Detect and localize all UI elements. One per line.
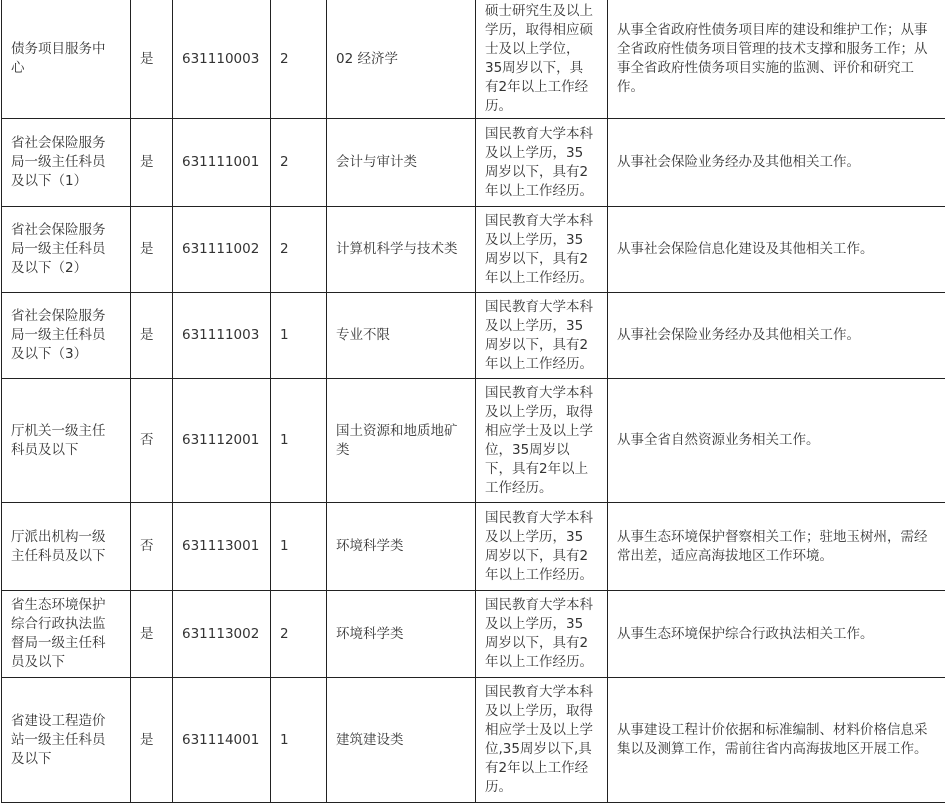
cell-code: 631114001	[173, 678, 271, 803]
cell-education: 国民教育大学本科 及以上学历，35 周岁以下，具有2 年以上工作经历。	[476, 119, 608, 207]
cell-duty: 从事社会保险业务经办及其他相关工作。	[608, 119, 945, 207]
cell-exam: 否	[131, 503, 173, 591]
table-row	[2, 119, 945, 207]
cell-exam: 是	[131, 0, 173, 119]
cell-count: 1	[271, 678, 327, 803]
cell-duty: 从事建设工程计价依据和标准编制、材料价格信息采 集以及测算工作，需前往省内高海拔地区开展工作。	[608, 678, 945, 803]
table-row	[2, 207, 945, 293]
cell-duty: 从事社会保险信息化建设及其他相关工作。	[608, 207, 945, 293]
cell-count: 1	[271, 503, 327, 591]
cell-position: 厅机关一级主任 科员及以下	[2, 379, 131, 503]
cell-code: 631111003	[173, 293, 271, 379]
cell-exam: 是	[131, 591, 173, 678]
cell-education: 国民教育大学本科 及以上学历，取得 相应学士及以上学 位,35周岁以下,具 有2年以上工作经 历。	[476, 678, 608, 803]
cell-count: 2	[271, 0, 327, 119]
cell-duty: 从事社会保险业务经办及其他相关工作。	[608, 293, 945, 379]
cell-exam: 是	[131, 119, 173, 207]
cell-count: 2	[271, 119, 327, 207]
cell-major: 专业不限	[327, 293, 476, 379]
cell-exam: 是	[131, 293, 173, 379]
cell-major: 计算机科学与技术类	[327, 207, 476, 293]
cell-position: 债务项目服务中 心	[2, 0, 131, 119]
table-row	[2, 503, 945, 591]
cell-code: 631111001	[173, 119, 271, 207]
cell-position: 厅派出机构一级 主任科员及以下	[2, 503, 131, 591]
cell-education: 国民教育大学本科 及以上学历，取得 相应学士及以上学 位，35周岁以 下，具有2年以上 工作经历。	[476, 379, 608, 503]
cell-duty: 从事全省政府性债务项目库的建设和维护工作；从事 全省政府性债务项目管理的技术支撑和服务工作；从 事全省政府性债务项目实施的监测、评价和研究工 作。	[608, 0, 945, 119]
cell-position: 省生态环境保护 综合行政执法监 督局一级主任科 员及以下	[2, 591, 131, 678]
cell-count: 2	[271, 591, 327, 678]
cell-major: 会计与审计类	[327, 119, 476, 207]
cell-education: 国民教育大学本科 及以上学历，35 周岁以下，具有2 年以上工作经历。	[476, 293, 608, 379]
cell-position: 省建设工程造价 站一级主任科员 及以下	[2, 678, 131, 803]
cell-code: 631110003	[173, 0, 271, 119]
cell-major: 环境科学类	[327, 503, 476, 591]
cell-code: 631111002	[173, 207, 271, 293]
cell-major: 02 经济学	[327, 0, 476, 119]
cell-duty: 从事生态环境保护综合行政执法相关工作。	[608, 591, 945, 678]
cell-education: 国民教育大学本科 及以上学历，35 周岁以下，具有2 年以上工作经历。	[476, 503, 608, 591]
recruitment-table	[1, 0, 945, 803]
cell-position: 省社会保险服务 局一级主任科员 及以下（1）	[2, 119, 131, 207]
cell-exam: 否	[131, 379, 173, 503]
cell-duty: 从事全省自然资源业务相关工作。	[608, 379, 945, 503]
cell-count: 1	[271, 293, 327, 379]
cell-major: 建筑建设类	[327, 678, 476, 803]
table-row	[2, 0, 945, 119]
cell-education: 国民教育大学本科 及以上学历，35 周岁以下，具有2 年以上工作经历。	[476, 591, 608, 678]
cell-exam: 是	[131, 678, 173, 803]
cell-code: 631113002	[173, 591, 271, 678]
table-row	[2, 293, 945, 379]
cell-count: 1	[271, 379, 327, 503]
table-row	[2, 591, 945, 678]
cell-major: 国土资源和地质地矿 类	[327, 379, 476, 503]
cell-position: 省社会保险服务 局一级主任科员 及以下（2）	[2, 207, 131, 293]
cell-exam: 是	[131, 207, 173, 293]
cell-duty: 从事生态环境保护督察相关工作；驻地玉树州，需经 常出差，适应高海拔地区工作环境。	[608, 503, 945, 591]
cell-education: 硕士研究生及以上 学历，取得相应硕 士及以上学位， 35周岁以下，具 有2年以上工作经 历。	[476, 0, 608, 119]
cell-position: 省社会保险服务 局一级主任科员 及以下（3）	[2, 293, 131, 379]
cell-education: 国民教育大学本科 及以上学历，35 周岁以下，具有2 年以上工作经历。	[476, 207, 608, 293]
cell-code: 631112001	[173, 379, 271, 503]
cell-count: 2	[271, 207, 327, 293]
cell-major: 环境科学类	[327, 591, 476, 678]
table-row	[2, 678, 945, 803]
table-row	[2, 379, 945, 503]
cell-code: 631113001	[173, 503, 271, 591]
